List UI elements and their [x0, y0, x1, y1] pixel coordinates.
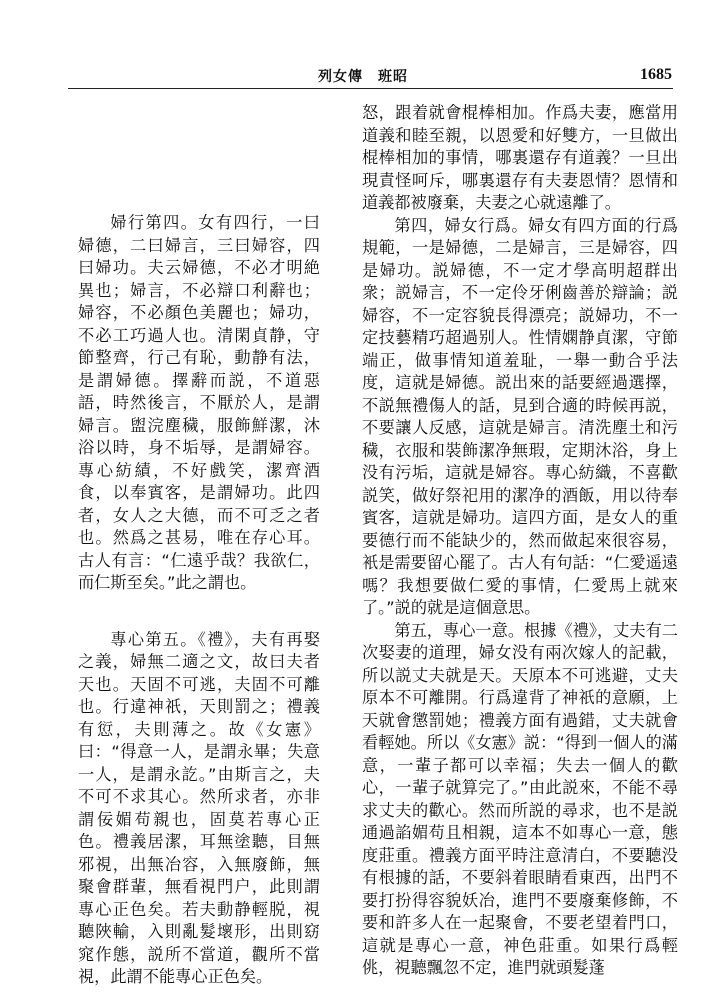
- running-title: 列女傳 班昭: [318, 69, 408, 85]
- translation-paragraph-women-conduct: 第四，婦女行爲。婦女有四方面的行爲規範，一是婦德，二是婦言，三是婦容，四是婦功。説婦德，不一定才學高明超群出衆；説婦言，不一定伶牙俐齒善於辯論；説婦容，不一定容貌長得漂亮；説婦功，不一定技藝精巧超過别人。性情嫻静貞潔，守節端正，做事情知道羞耻，一舉一動合乎法度，這就是婦德。説出來的話要經過選擇，不説無禮傷人的話，見到合適的時候再説，不要讓人反感，這就是婦言。清洗塵土和污穢，衣服和裝飾潔净無瑕，定期沐浴，身上没有污垢，這就是婦容。專心紡織，不喜歡説笑，做好祭祀用的潔净的酒飯，用以待奉賓客，這就是婦功。這四方面，是女人的重要德行而不能缺少的，然而做起來很容易，衹是需要留心罷了。古人有句話：“仁愛遥遠嗎？我想要做仁愛的事情，仁愛馬上就來了。”説的就是這個意思。: [362, 215, 678, 617]
- original-paragraph-women-conduct: 婦行第四。女有四行，一曰婦德，二曰婦言，三曰婦容，四曰婦功。夫云婦德，不必才明絶異也；婦言，不必辯口利辭也；婦容，不必顏色美麗也；婦功，不必工巧過人也。清閑貞静，守節整齊，行己有恥，動静有法，是謂婦德。擇辭而説，不道惡語，時然後言，不厭於人，是謂婦言。盥浣塵穢，服飾鮮潔，沐浴以時，身不垢辱，是謂婦容。專心紡績，不好戲笑，潔齊酒食，以奉賓客，是謂婦功。此四者，女人之大德，而不可乏之者也。然爲之甚易，唯在存心耳。古人有言：“仁遠乎哉？我欲仁，而仁斯至矣。”此之謂也。: [78, 213, 320, 592]
- page-number: 1685: [640, 66, 672, 83]
- page-header: [0, 60, 716, 88]
- original-paragraph-single-heart: 專心第五。《禮》，夫有再娶之義，婦無二適之文，故曰夫者天也。天固不可逃，夫固不可離也。行違神祇，天則罰之；禮義有愆，夫則薄之。故《女憲》曰：“得意一人，是謂永畢；失意一人，是謂永訖。”由斯言之，夫不可不求其心。然所求者，亦非謂佞媚苟親也，固莫若專心正色。禮義居潔，耳無塗聽，目無邪視，出無冶容，入無廢飾，無聚會群輩，無看視門户，此則謂專心正色矣。若夫動静輕脱，視聽陜輸，入則亂髮壞形，出則窈窕作態，説所不當道，觀所不當視，此謂不能專心正色矣。: [78, 629, 320, 986]
- translation-paragraph-single-heart: 第五，專心一意。根據《禮》，丈夫有二次娶妻的道理，婦女没有兩次嫁人的記載，所以説丈夫就是天。天原本不可逃避，丈夫原本不可離開。行爲違背了神祇的意願，上天就會懲罰她；禮義方面有過錯，丈夫就會看輕她。所以《女憲》説：“得到一個人的滿意，一輩子都可以幸福；失去一個人的歡心，一輩子就算完了。”由此説來，不能不尋求丈夫的歡心。然而所説的尋求，也不是説通過諂媚苟且相親，這本不如專心一意，態度莊重。禮義方面平時注意清白，不要聽没有根據的話，不要斜着眼睛看東西，出門不要打扮得容貌妖冶，進門不要廢棄修飾，不要和許多人在一起聚會，不要老望着門口，這就是專心一意，神色莊重。如果行爲輕佻，視聽飄忽不定，進門就頭髮蓬: [362, 620, 678, 977]
- header-rule: [68, 88, 673, 89]
- original-text-column: [78, 212, 320, 989]
- translation-paragraph-continued: 怒，跟着就會棍棒相加。作爲夫妻，應當用道義和睦至親，以恩愛和好雙方，一旦做出棍棒相加的事情，哪裏還存有道義？一旦出現責怪呵斥，哪裏還存有夫妻恩情？恩情和道義都被廢棄，夫妻之心就遠離了。: [362, 103, 678, 212]
- translation-column: [362, 102, 678, 980]
